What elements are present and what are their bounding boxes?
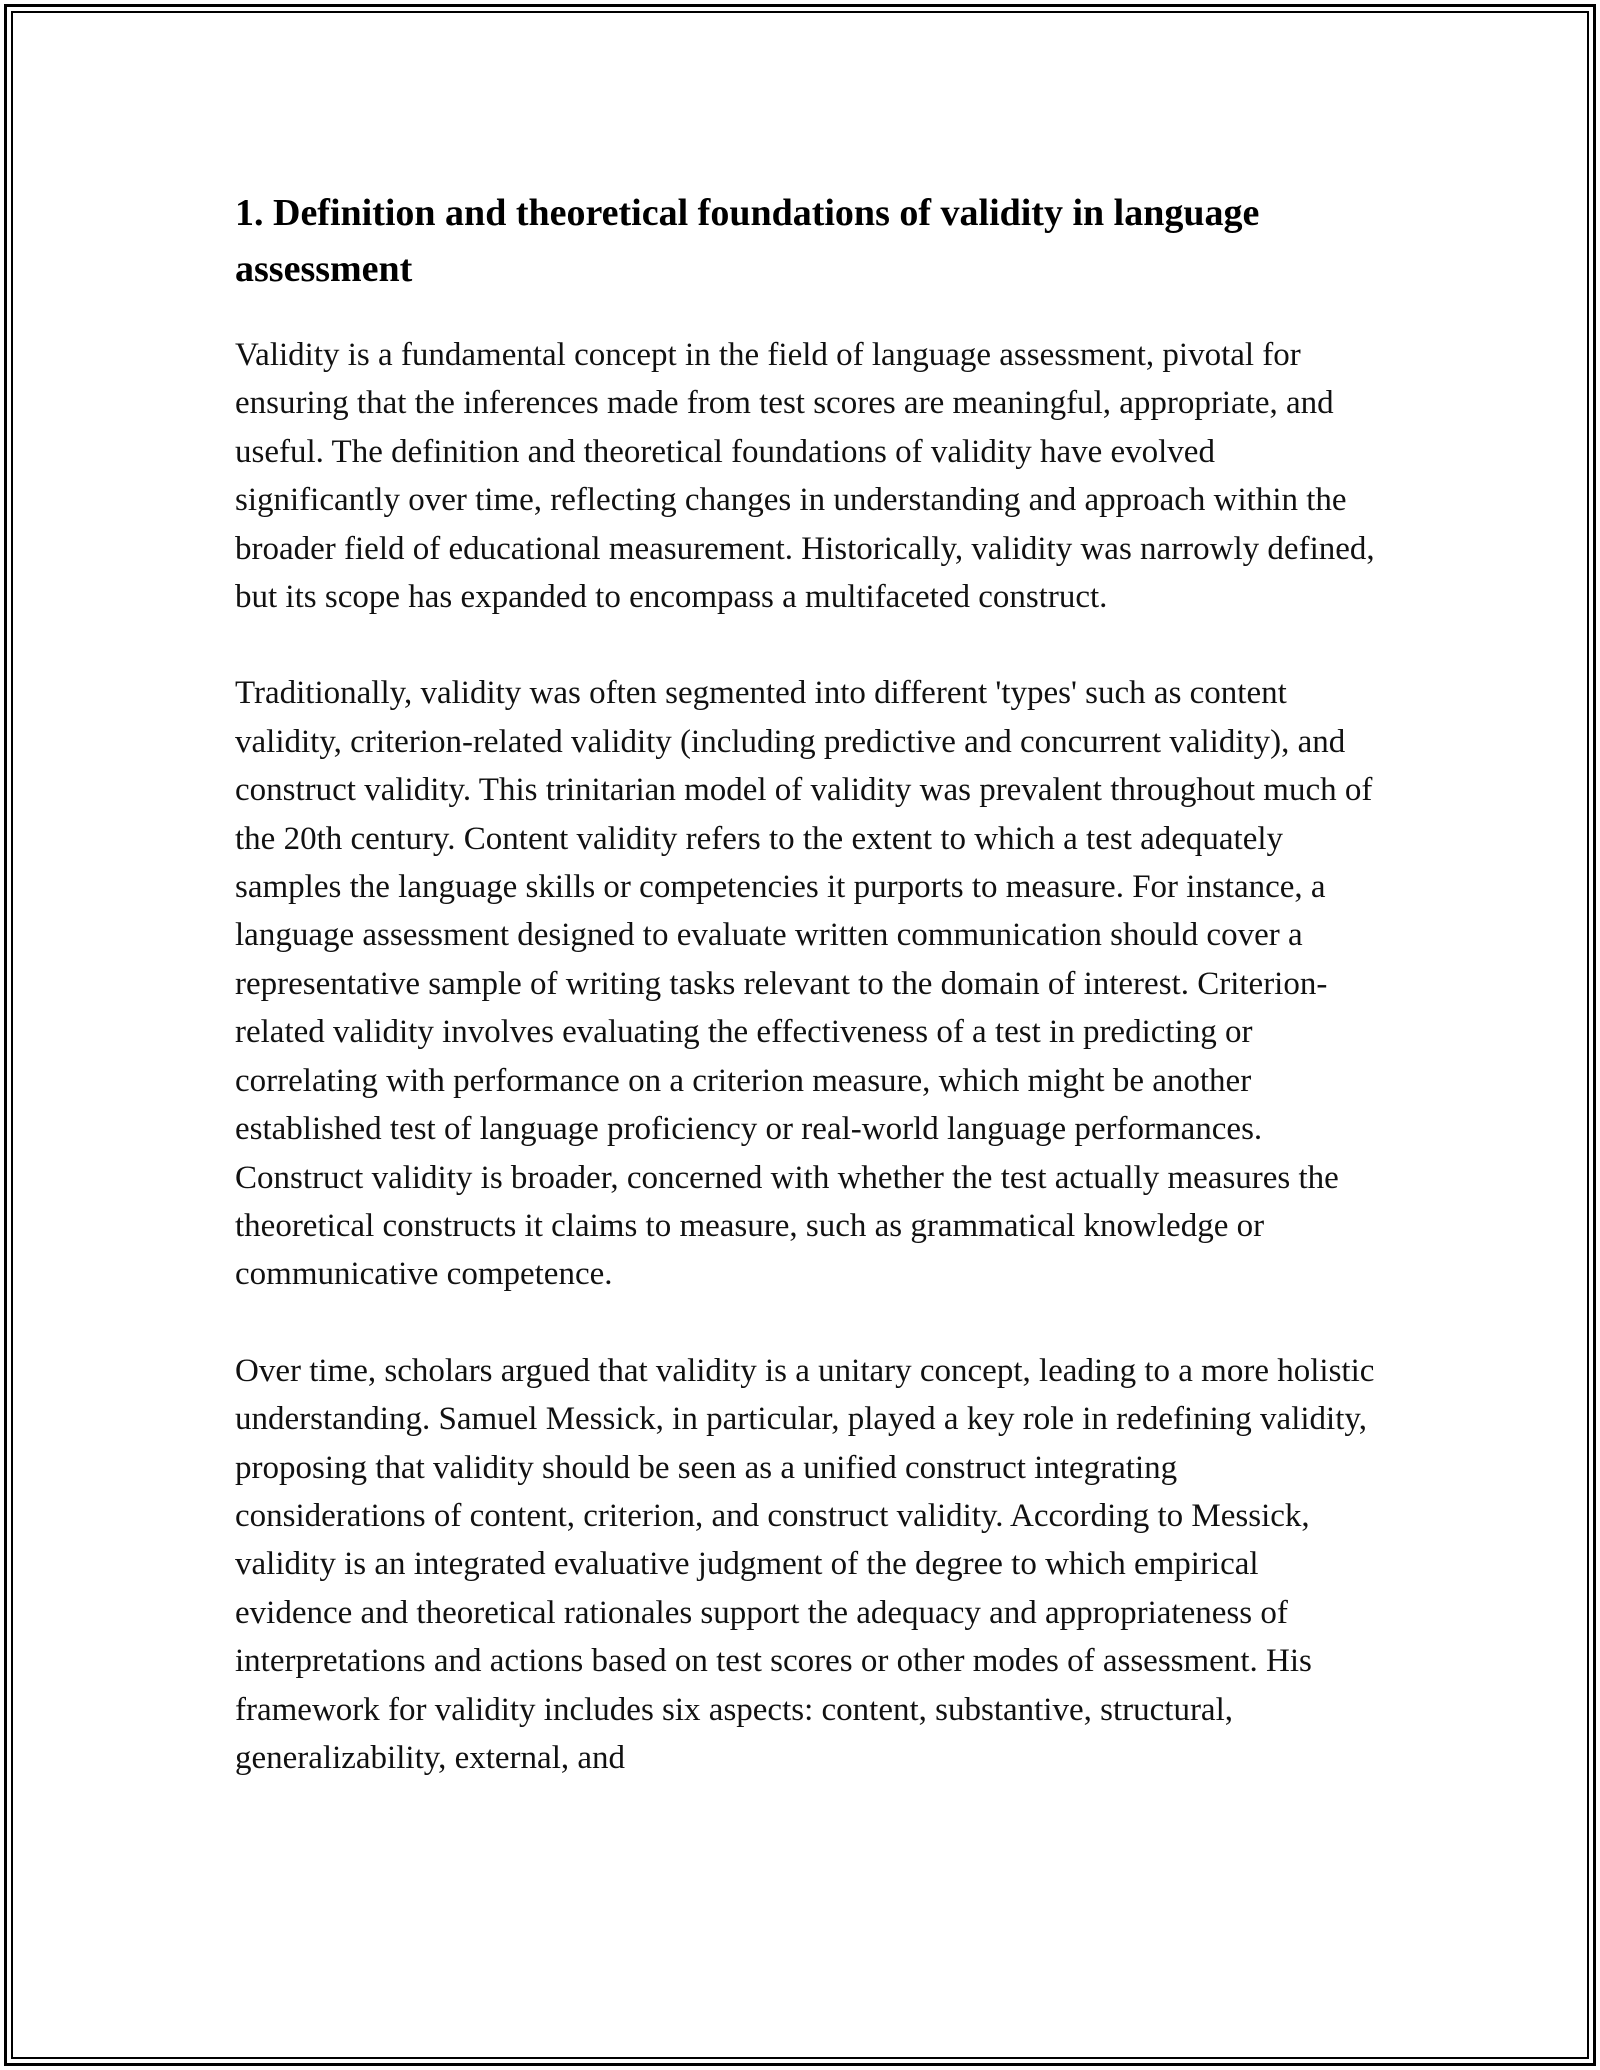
paragraph-validity-concept: Validity is a fundamental concept in the field of language assessment, pivotal for ensuring that the inferences made from test scores are meaningful, appropriate, and useful. The definition and theoretical foundations of validity have evolved significantly over time, reflecting changes in understanding and approach within the broader field of educational measurement. Historically, validity was narrowly defined, but its scope has expanded to encompass a multifaceted construct. [235, 337, 1375, 616]
paragraph-traditional-types: Traditionally, validity was often segmented into different 'types' such as content validity, criterion-related validity (including predictive and concurrent validity), and construct validity. This trinitarian model of validity was prevalent throughout much of the 20th century. Content validity refers to the extent to which a test adequately samples the language skills or competencies it purports to measure. For instance, a language assessment designed to evaluate written communication should cover a representative sample of writing tasks relevant to the domain of interest. Criterion-related validity involves evaluating the effectiveness of a test in predicting or correlating with performance on a criterion measure, which might be another established test of language proficiency or real-world language performances. Construct validity is broader, concerned with whether the test actually measures the theoretical constructs it claims to measure, such as grammatical knowledge or communicative competence. [235, 675, 1373, 1293]
section-heading: 1. Definition and theoretical foundations of validity in language assessment [235, 192, 1260, 290]
paragraph-unitary-concept: Over time, scholars argued that validity is a unitary concept, leading to a more holistic understanding. Samuel Messick, in particular, played a key role in redefining validity, proposing that validity should be seen as a unified construct integrating considerations of content, criterion, and construct validity. According to Messick, validity is an integrated evaluative judgment of the degree to which empirical evidence and theoretical rationales support the adequacy and appropriateness of interpretations and actions based on test scores or other modes of assessment. His framework for validity includes six aspects: content, substantive, structural, generalizability, external, and [235, 1352, 1375, 1776]
document-body [235, 185, 1375, 1830]
